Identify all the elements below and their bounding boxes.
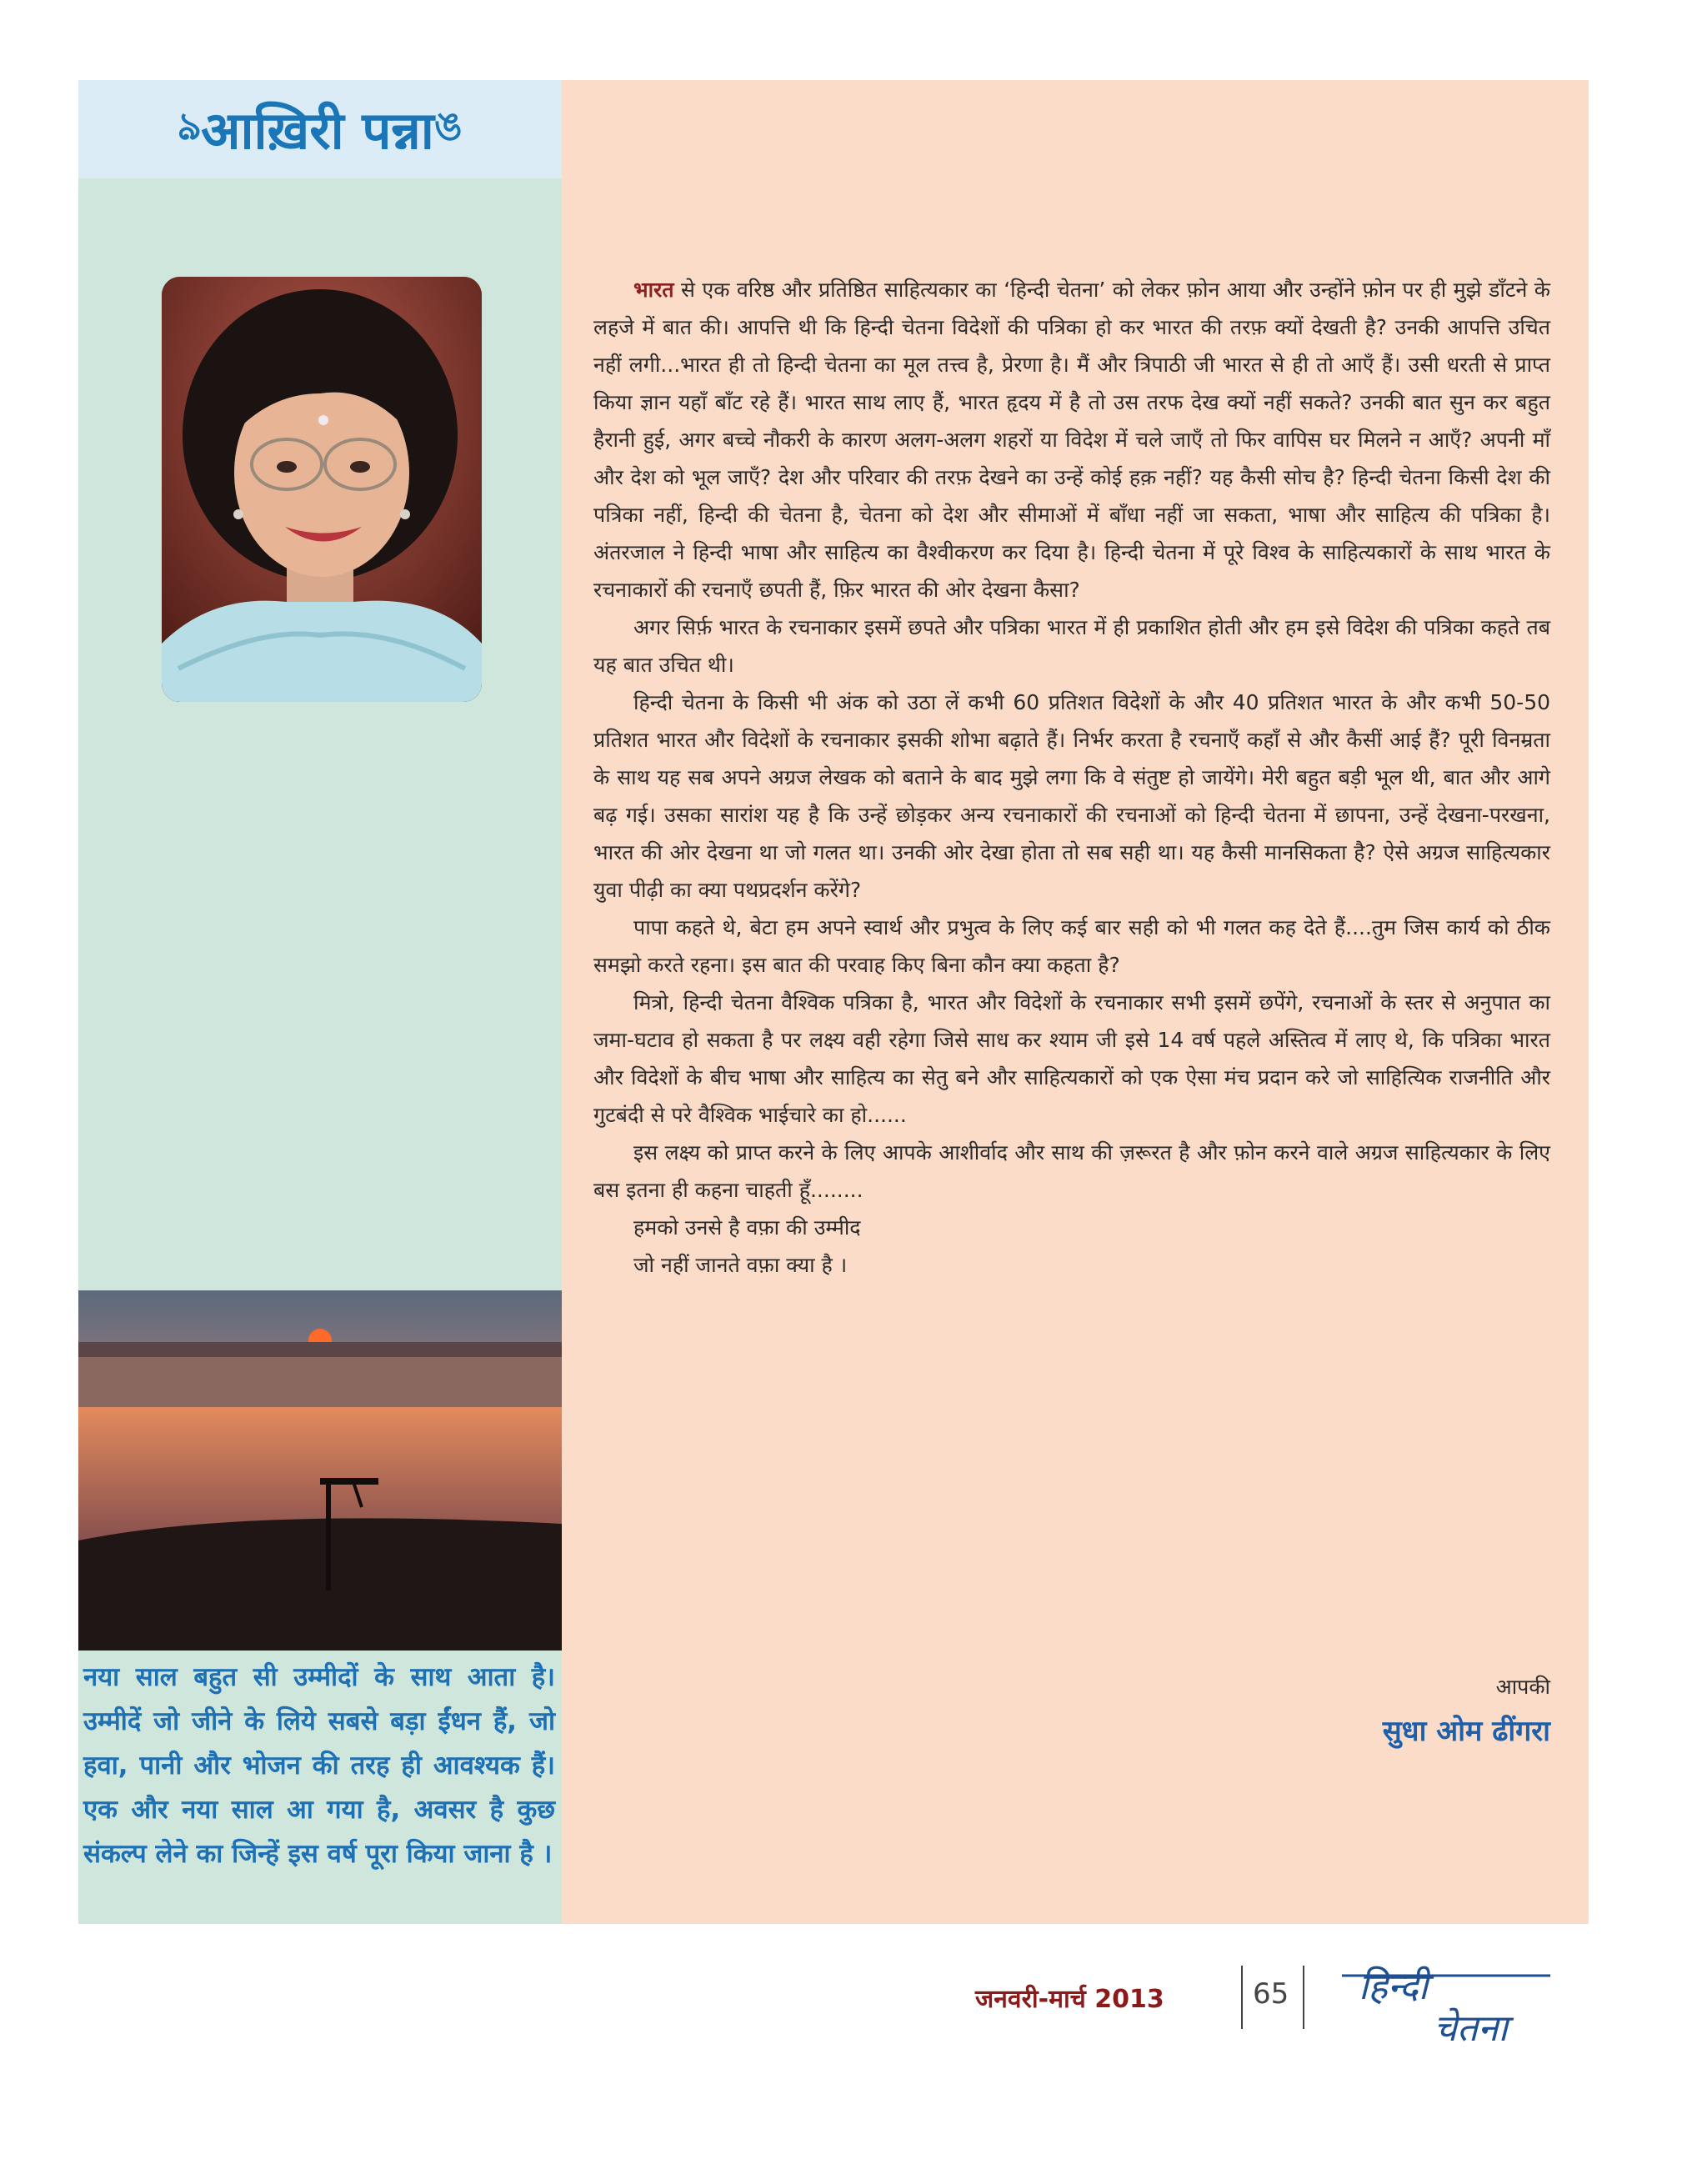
paragraph-3: हिन्दी चेतना के किसी भी अंक को उठा लें कभी 60 प्रतिशत विदेशों के और 40 प्रतिशत भारत के और कभी 50-50 प्रतिशत भारत और विदेशों के रचनाकार इसकी शोभा बढ़ाते हैं। निर्भर करता है रचनाएँ कहाँ से और कैसीं आई हैं? पूरी विनम्रता के साथ यह सब अपने अग्रज लेखक को बताने के बाद मुझे लगा कि वे संतुष्ट हो जायेंगे। मेरी बहुत बड़ी भूल थी, बात और आगे बढ़ गई। उसका सारांश यह है कि उन्हें छोड़कर अन्य रचनाकारों की रचनाओं को हिन्दी चेतना में छापना, उन्हें देखना-परखना, भारत की ओर देखना था जो गलत था। उनकी ओर देखा होता तो सब सही था। यह कैसी मानसिकता है? ऐसे अग्रज साहित्यकार युवा पीढ़ी का क्या पथप्रदर्शन करेंगे? <box>593 690 1550 902</box>
paragraph-5: मित्रो, हिन्दी चेतना वैश्विक पत्रिका है, भारत और विदेशों के रचनाकार सभी इसमें छपेंगे, रचनाओं के स्तर से अनुपात का जमा-घटाव हो सकता है पर लक्ष्य वही रहेगा जिसे साध कर श्याम जी इसे 14 वर्ष पहले अस्तित्व में लाए थे, कि पत्रिका भारत और विदेशों के बीच भाषा और साहित्य का सेतु बने और साहित्यकारों को एक ऐसा मंच प्रदान करे जो साहित्यिक राजनीति और गुटबंदी से परे वैश्विक भाईचारे का हो...... <box>593 990 1550 1127</box>
section-title-box <box>78 80 562 178</box>
page-number: 65 <box>1253 1977 1289 2011</box>
magazine-logo <box>1325 1951 1584 2051</box>
sidebar-caption: नया साल बहुत सी उम्मीदों के साथ आता है। उम्मीदें जो जीने के लिये सबसे बड़ा ईंधन हैं, जो हवा, पानी और भोजन की तरह ही आवश्यक हैं। एक और नया साल आ गया है, अवसर है कुछ संकल्प लेने का जिन्हें इस वर्ष पूरा किया जाना है । <box>83 1662 555 1869</box>
issue-date: जनवरी-मार्च 2013 <box>975 1985 1164 2014</box>
sunset-photo <box>78 1290 562 1651</box>
logo-word-2: चेतना <box>1434 2007 1508 2050</box>
sunset-illustration <box>78 1290 562 1651</box>
paragraph-2: अगर सिर्फ़ भारत के रचनाकार इसमें छपते और पत्रिका भारत में ही प्रकाशित होती और हम इसे विदेश की पत्रिका कहते तब यह बात उचित थी। <box>593 615 1550 677</box>
editorial-article <box>593 271 1550 1284</box>
paragraph-4: पापा कहते थे, बेटा हम अपने स्वार्थ और प्रभुत्व के लिए कई बार सही को भी गलत कह देते हैं....तुम जिस कार्य को ठीक समझो करते रहना। इस बात की परवाह किए बिना कौन क्या कहता है? <box>593 915 1550 977</box>
footer-divider <box>1303 1966 1304 2029</box>
verse-line-2: जो नहीं जानते वफ़ा क्या है । <box>633 1253 848 1277</box>
right-ornament-icon: ঙ <box>433 103 463 148</box>
footer-divider <box>1241 1966 1243 2029</box>
signature-label: आपकी <box>1495 1675 1550 1699</box>
paragraph-1-text: से एक वरिष्ठ और प्रतिष्ठित साहित्यकार का ‘हिन्दी चेतना’ को लेकर फ़ोन आया और उन्होंने फ़ोन पर ही मुझे डाँटने के लहजे में बात की। आपत्ति थी कि हिन्दी चेतना विदेशों की पत्रिका हो कर भारत की तरफ़ क्यों देखती है? उनकी आपत्ति उचित नहीं लगी...भारत ही तो हिन्दी चेतना का मूल तत्त्व है, प्रेरणा है। मैं और त्रिपाठी जी भारत से ही तो आएँ हैं। उसी धरती से प्राप्त किया ज्ञान यहाँ बाँट रहे हैं। भारत साथ लाए हैं, भारत हृदय में है तो उस तरफ देख क्यों नहीं सकते? उनकी बात सुन कर बहुत हैरानी हुई, अगर बच्चे नौकरी के कारण अलग-अलग शहरों या विदेश में चले जाएँ तो फिर वापिस घर मिलने न आएँ? अपनी माँ और देश को भूल जाएँ? देश और परिवार की तरफ़ देखने का उन्हें कोई हक़ नहीं? यह कैसी सोच है? हिन्दी चेतना किसी देश की पत्रिका नहीं, हिन्दी की चेतना है, चेतना को देश और सीमाओं में बाँधा नहीं जा सकता, भाषा और साहित्य की पत्रिका है। अंतरजाल ने हिन्दी भाषा और साहित्य का वैश्वीकरण कर दिया है। हिन्दी चेतना में पूरे विश्व के साहित्यकारों के साथ भारत के रचनाकारों की रचनाएँ छपती हैं, फ़िर भारत की ओर देखना कैसा? <box>593 278 1550 602</box>
verse-line-1: हमको उनसे है वफ़ा की उम्मीद <box>633 1215 861 1240</box>
portrait-illustration <box>162 277 482 702</box>
signature-name: सुधा ओम ढींगरा <box>1382 1715 1550 1748</box>
logo-graphic <box>1325 1951 1584 2051</box>
section-title: आख़िरी पन्ना <box>201 100 434 161</box>
paragraph-6: इस लक्ष्य को प्राप्त करने के लिए आपके आशीर्वाद और साथ की ज़रूरत है और फ़ोन करने वाले अग्रज साहित्यकार के लिए बस इतना ही कहना चाहती हूँ........ <box>593 1140 1550 1202</box>
left-ornament-icon: ঌ <box>178 103 202 148</box>
lead-word: भारत <box>633 278 674 302</box>
author-portrait <box>162 277 482 702</box>
paragraph-1 <box>593 271 1550 609</box>
logo-word-1: हिन्दी <box>1359 1966 1429 2008</box>
